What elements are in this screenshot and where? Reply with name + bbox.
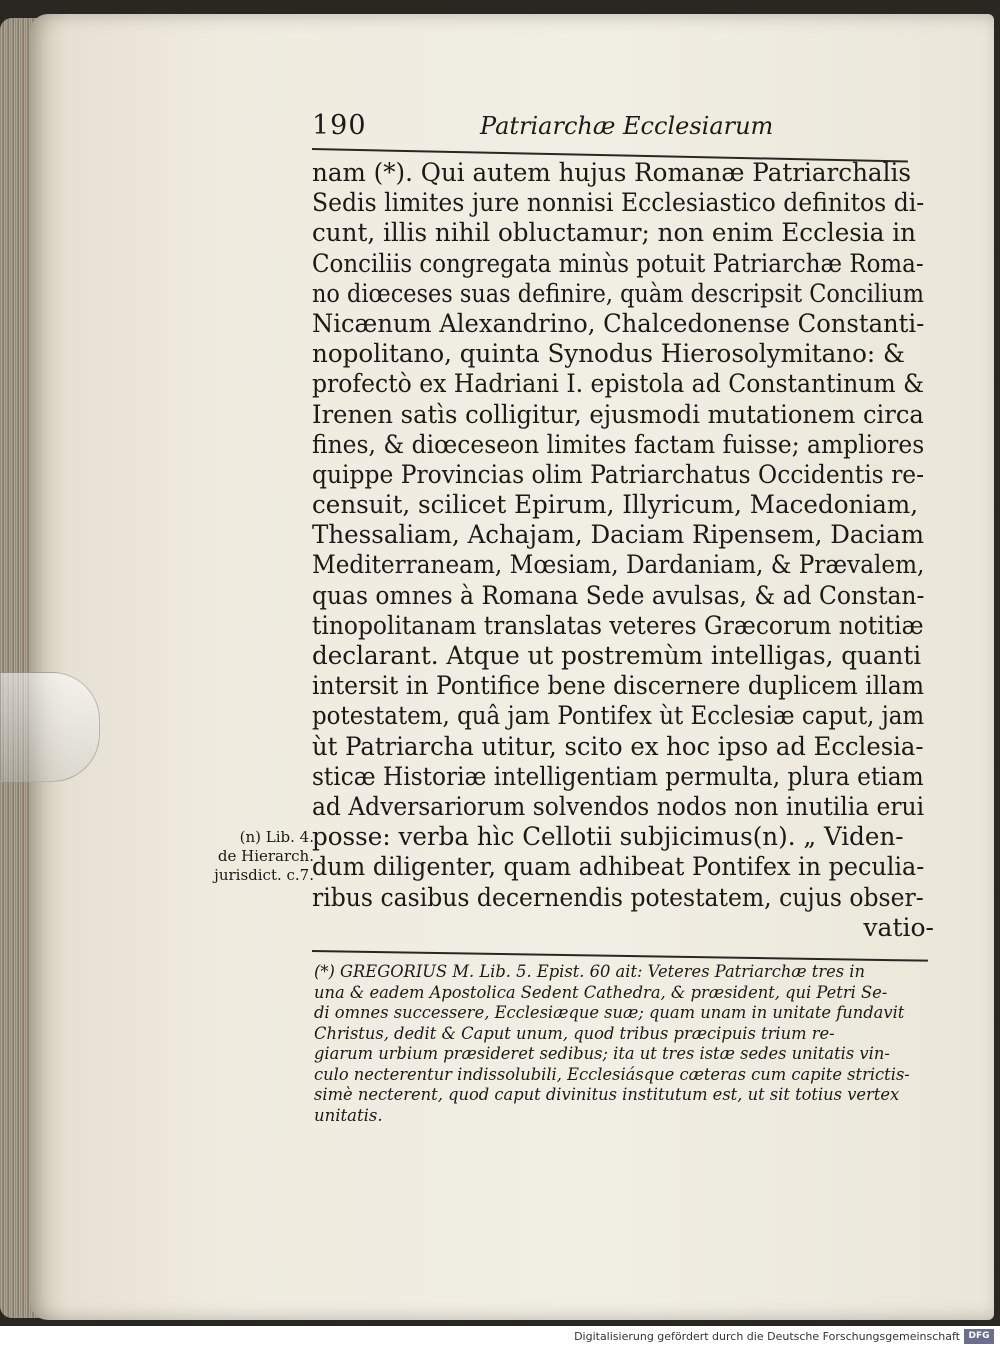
body-line: ad Adversariorum solvendos nodos non inutilia erui xyxy=(312,791,925,821)
body-line: Conciliis congregata minùs potuit Patriarchæ Roma- xyxy=(312,248,924,278)
digitization-bar xyxy=(0,1326,1000,1348)
body-line: Thessaliam, Achajam, Daciam Ripensem, Daciam xyxy=(312,520,924,550)
body-line: potestatem, quâ jam Pontifex ùt Ecclesiæ caput, jam xyxy=(312,701,925,731)
body-line: intersit in Pontifice bene discernere duplicem illam xyxy=(312,671,925,701)
footnote-line: una & eadem Apostolica Sedent Cathedra, & præsident, qui Petri Se- xyxy=(314,982,888,1002)
footnote xyxy=(314,962,934,1126)
body-text xyxy=(312,158,934,943)
body-line: tinopolitanam translatas veteres Græcorum notitiæ xyxy=(312,610,924,640)
footnote-line: Christus, dedit & Caput unum, quod tribus præcipuis trium re- xyxy=(314,1023,835,1043)
body-line: posse: verba hìc Cellotii subjicimus(n). „ Viden- xyxy=(312,822,904,852)
footnote-line: di omnes successere, Ecclesiæque suæ; quam unam in unitate fundavit xyxy=(314,1003,905,1022)
margin-note-line: de Hierarch. xyxy=(217,847,314,865)
footnote-line: simè necterent, quod caput divinitus institutum est, ut sit totius vertex xyxy=(314,1085,900,1104)
footnote-line: culo necterentur indissolubili, Ecclesiásque cæteras cum capite strictis- xyxy=(314,1064,910,1084)
body-line: cunt, illis nihil obluctamur; non enim Ecclesia in xyxy=(312,218,916,248)
dfg-logo: DFG xyxy=(964,1329,994,1344)
body-line: quas omnes à Romana Sede avulsas, & ad Constan- xyxy=(312,580,925,610)
body-line: quippe Provincias olim Patriarchatus Occidentis re- xyxy=(312,459,925,489)
body-line: ùt Patriarcha utitur, scito ex hoc ipso ad Ecclesia- xyxy=(312,731,924,761)
body-line: nopolitano, quinta Synodus Hierosolymitano: & xyxy=(312,339,905,369)
footnote-line: (*) GREGORIUS M. Lib. 5. Epist. 60 ait: Veteres Patriarchæ tres in xyxy=(314,962,866,981)
body-line: Nicænum Alexandrino, Chalcedonense Constanti- xyxy=(312,308,925,338)
body-line: fines, & diœceseon limites factam fuisse; ampliores xyxy=(312,429,925,459)
margin-note xyxy=(196,828,314,885)
footnote-line: unitatis. xyxy=(314,1105,383,1125)
page-clip xyxy=(0,672,100,782)
body-line: ribus casibus decernendis potestatem, cujus obser- xyxy=(312,882,924,912)
digitization-credit: Digitalisierung gefördert durch die Deutsche Forschungsgemeinschaft xyxy=(574,1330,960,1343)
body-line: censuit, scilicet Epirum, Illyricum, Macedoniam, xyxy=(312,490,919,520)
catchword: vatio- xyxy=(863,912,934,942)
body-line: Sedis limites jure nonnisi Ecclesiastico definitos di- xyxy=(312,188,925,218)
page-number: 190 xyxy=(312,110,367,141)
footnote-line: giarum urbium præsideret sedibus; ita ut tres istæ sedes unitatis vin- xyxy=(314,1044,890,1063)
body-line: no diœceses suas definire, quàm descripsit Concilium xyxy=(312,278,924,308)
body-line: declarant. Atque ut postremùm intelligas, quanti xyxy=(312,641,922,670)
body-line: dum diligenter, quam adhibeat Pontifex in peculia- xyxy=(312,852,925,882)
body-line: Irenen satìs colligitur, ejusmodi mutationem circa xyxy=(312,399,924,429)
body-line: nam (*). Qui autem hujus Romanæ Patriarchalis xyxy=(312,158,911,187)
body-line: Mediterraneam, Mœsiam, Dardaniam, & Prævalem, xyxy=(312,550,925,580)
margin-note-line: (n) Lib. 4. xyxy=(239,828,314,846)
running-head: Patriarchæ Ecclesiarum xyxy=(480,112,774,140)
body-line: profectò ex Hadriani I. epistola ad Constantinum & xyxy=(312,369,925,399)
margin-note-line: jurisdict. c.7. xyxy=(214,866,314,884)
page-header xyxy=(312,110,782,146)
body-line: sticæ Historiæ intelligentiam permulta, plura etiam xyxy=(312,761,924,791)
